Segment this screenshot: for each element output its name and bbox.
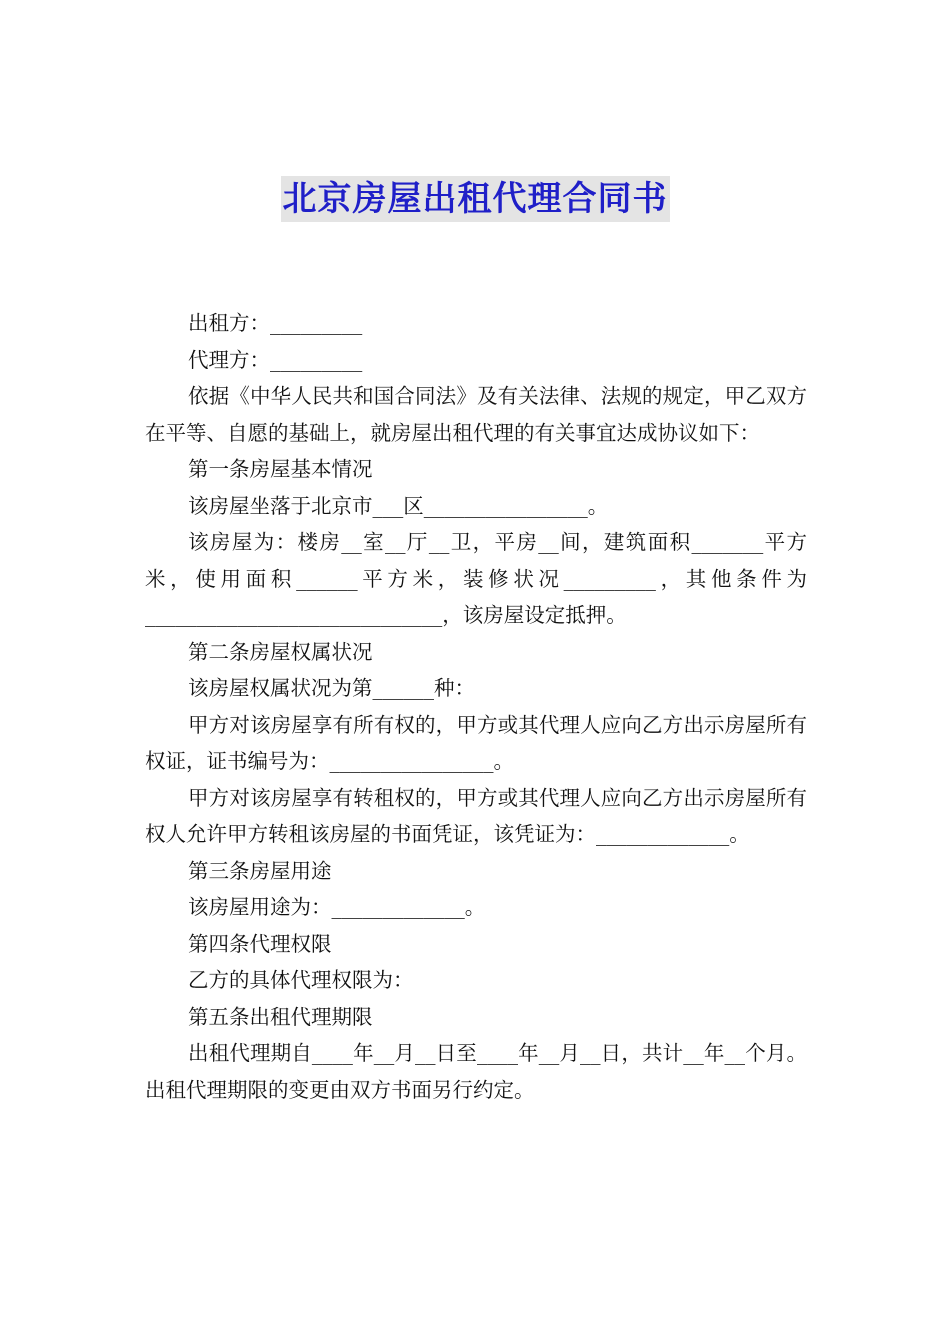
article-1-heading: 第一条房屋基本情况	[188, 457, 373, 481]
article-2-sublease: 甲方对该房屋享有转租权的，甲方或其代理人应向乙方出示房屋所有权人允许甲方转租该房屋的书面凭证，该凭证为：_____________。	[145, 785, 807, 846]
article-2-heading: 第二条房屋权属状况	[188, 639, 373, 664]
article-1-details: 该房屋为：楼房__室__厅__卫，平房__间，建筑面积_______平方米，使用面积______平方米，装修状况_________，其他条件为_____________________________，该房屋设定抵押。	[145, 530, 807, 627]
article-3-heading: 第三条房屋用途	[188, 858, 332, 883]
document-body	[145, 305, 807, 1108]
article-4-heading: 第四条代理权限	[188, 931, 332, 956]
article-2-type: 该房屋权属状况为第______种：	[188, 676, 476, 700]
article-1-location: 该房屋坐落于北京市___区________________。	[188, 493, 609, 518]
preamble-paragraph: 依据《中华人民共和国合同法》及有关法律、法规的规定，甲乙双方在平等、自愿的基础上，就房屋出租代理的有关事宜达成协议如下：	[145, 384, 807, 445]
article-5-term: 出租代理期自____年__月__日至____年__月__日，共计__年__个月。出租代理期限的变更由双方书面另行约定。	[145, 1041, 807, 1102]
article-5-heading: 第五条出租代理期限	[188, 1004, 373, 1029]
article-2-ownership: 甲方对该房屋享有所有权的，甲方或其代理人应向乙方出示房屋所有权证，证书编号为：________________。	[145, 712, 807, 773]
agent-line: 代理方：_________	[188, 347, 363, 372]
document-title: 北京房屋出租代理合同书	[281, 176, 670, 222]
article-4-scope: 乙方的具体代理权限为：	[188, 968, 414, 992]
title-container	[0, 176, 950, 222]
article-3-usage: 该房屋用途为：_____________。	[188, 895, 486, 919]
lessor-line: 出租方：_________	[188, 311, 363, 335]
